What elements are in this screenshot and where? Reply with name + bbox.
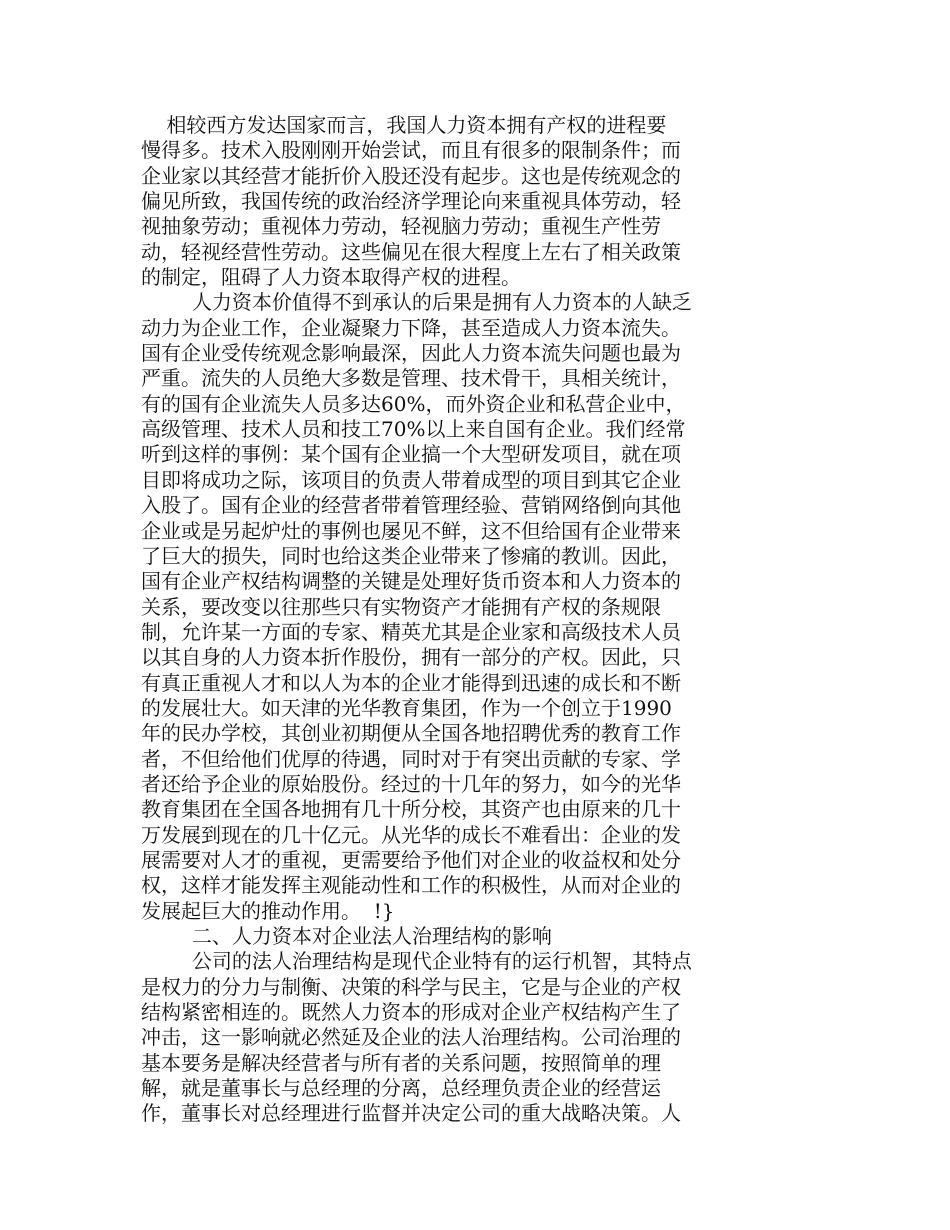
text-line: 严重。流失的人员绝大多数是管理、技术骨干，具相关统计， [141, 366, 681, 391]
text-line: 偏见所致，我国传统的政治经济学理论向来重视具体劳动，轻 [141, 189, 681, 214]
text-line: 动力为企业工作，企业凝聚力下降，甚至造成人力资本流失。 [141, 315, 681, 340]
text-line: 有真正重视人才和以人为本的企业才能得到迅速的成长和不断 [141, 670, 681, 695]
text-line: 权，这样才能发挥主观能动性和工作的积极性，从而对企业的 [141, 873, 681, 898]
body-text [141, 113, 751, 1127]
text-line: 高级管理、技术人员和技工70%以上来自国有企业。我们经常 [141, 417, 686, 442]
text-line: 者还给予企业的原始股份。经过的十几年的努力，如今的光华 [141, 771, 681, 796]
text-line: 二、人力资本对企业法人治理结构的影响 [141, 924, 552, 948]
text-line: 教育集团在全国各地拥有几十所分校，其资产也由原来的几十 [141, 797, 681, 822]
text-line: 慢得多。技术入股刚刚开始尝试，而且有很多的限制条件；而 [141, 138, 681, 163]
text-line: 的制定，阻碍了人力资本取得产权的进程。 [141, 265, 521, 290]
text-line: 人力资本价值得不到承认的后果是拥有人力资本的人缺乏 [141, 290, 692, 315]
text-line: 视抽象劳动；重视体力劳动，轻视脑力劳动；重视生产性劳 [141, 214, 661, 239]
text-line: 基本要务是解决经营者与所有者的关系问题，按照简单的理 [141, 1050, 661, 1075]
text-line: 制，允许某一方面的专家、精英尤其是企业家和高级技术人员 [141, 619, 681, 644]
text-line: 关系，要改变以往那些只有实物资产才能拥有产权的条规限 [141, 594, 661, 619]
text-line: 听到这样的事例：某个国有企业搞一个大型研发项目，就在项 [141, 442, 681, 467]
text-line: 相较西方发达国家而言，我国人力资本拥有产权的进程要 [141, 113, 667, 137]
text-line: 作，董事长对总经理进行监督并决定公司的重大战略决策。人 [141, 1101, 681, 1126]
text-line: 企业家以其经营才能折价入股还没有起步。这也是传统观念的 [141, 163, 681, 188]
text-line: 解，就是董事长与总经理的分离，总经理负责企业的经营运 [141, 1076, 661, 1101]
text-line: 国有企业产权结构调整的关键是处理好货币资本和人力资本的 [141, 569, 681, 594]
text-line: 的发展壮大。如天津的光华教育集团，作为一个创立于1990 [141, 695, 672, 720]
text-line: 有的国有企业流失人员多达60%，而外资企业和私营企业中， [141, 391, 686, 416]
text-line: 了巨大的损失，同时也给这类企业带来了惨痛的教训。因此， [141, 543, 681, 568]
text-line: 是权力的分力与制衡、决策的科学与民主，它是与企业的产权 [141, 974, 681, 999]
text-line: 展需要对人才的重视，更需要给予他们对企业的收益权和处分 [141, 847, 681, 872]
text-line: 企业或是另起炉灶的事例也屡见不鲜，这不但给国有企业带来 [141, 518, 681, 543]
text-line: 者，不但给他们优厚的待遇，同时对于有突出贡献的专家、学 [141, 746, 681, 771]
text-line: 动，轻视经营性劳动。这些偏见在很大程度上左右了相关政策 [141, 239, 681, 264]
text-line: 以其自身的人力资本折作股份，拥有一部分的产权。因此，只 [141, 645, 681, 670]
text-line: 冲击，这一影响就必然延及企业的法人治理结构。公司治理的 [141, 1025, 681, 1050]
text-line: 公司的法人治理结构是现代企业特有的运行机智，其特点 [141, 949, 692, 974]
text-line: 发展起巨大的推动作用。 !} [141, 898, 395, 923]
text-line: 万发展到现在的几十亿元。从光华的成长不难看出：企业的发 [141, 822, 681, 847]
text-line: 国有企业受传统观念影响最深，因此人力资本流失问题也最为 [141, 341, 681, 366]
text-line: 年的民办学校，其创业初期便从全国各地招聘优秀的教育工作 [141, 721, 681, 746]
text-line: 结构紧密相连的。既然人力资本的形成对企业产权结构产生了 [141, 1000, 681, 1025]
text-line: 入股了。国有企业的经营者带着管理经验、营销网络倒向其他 [141, 493, 681, 518]
text-line: 目即将成功之际，该项目的负责人带着成型的项目到其它企业 [141, 467, 681, 492]
